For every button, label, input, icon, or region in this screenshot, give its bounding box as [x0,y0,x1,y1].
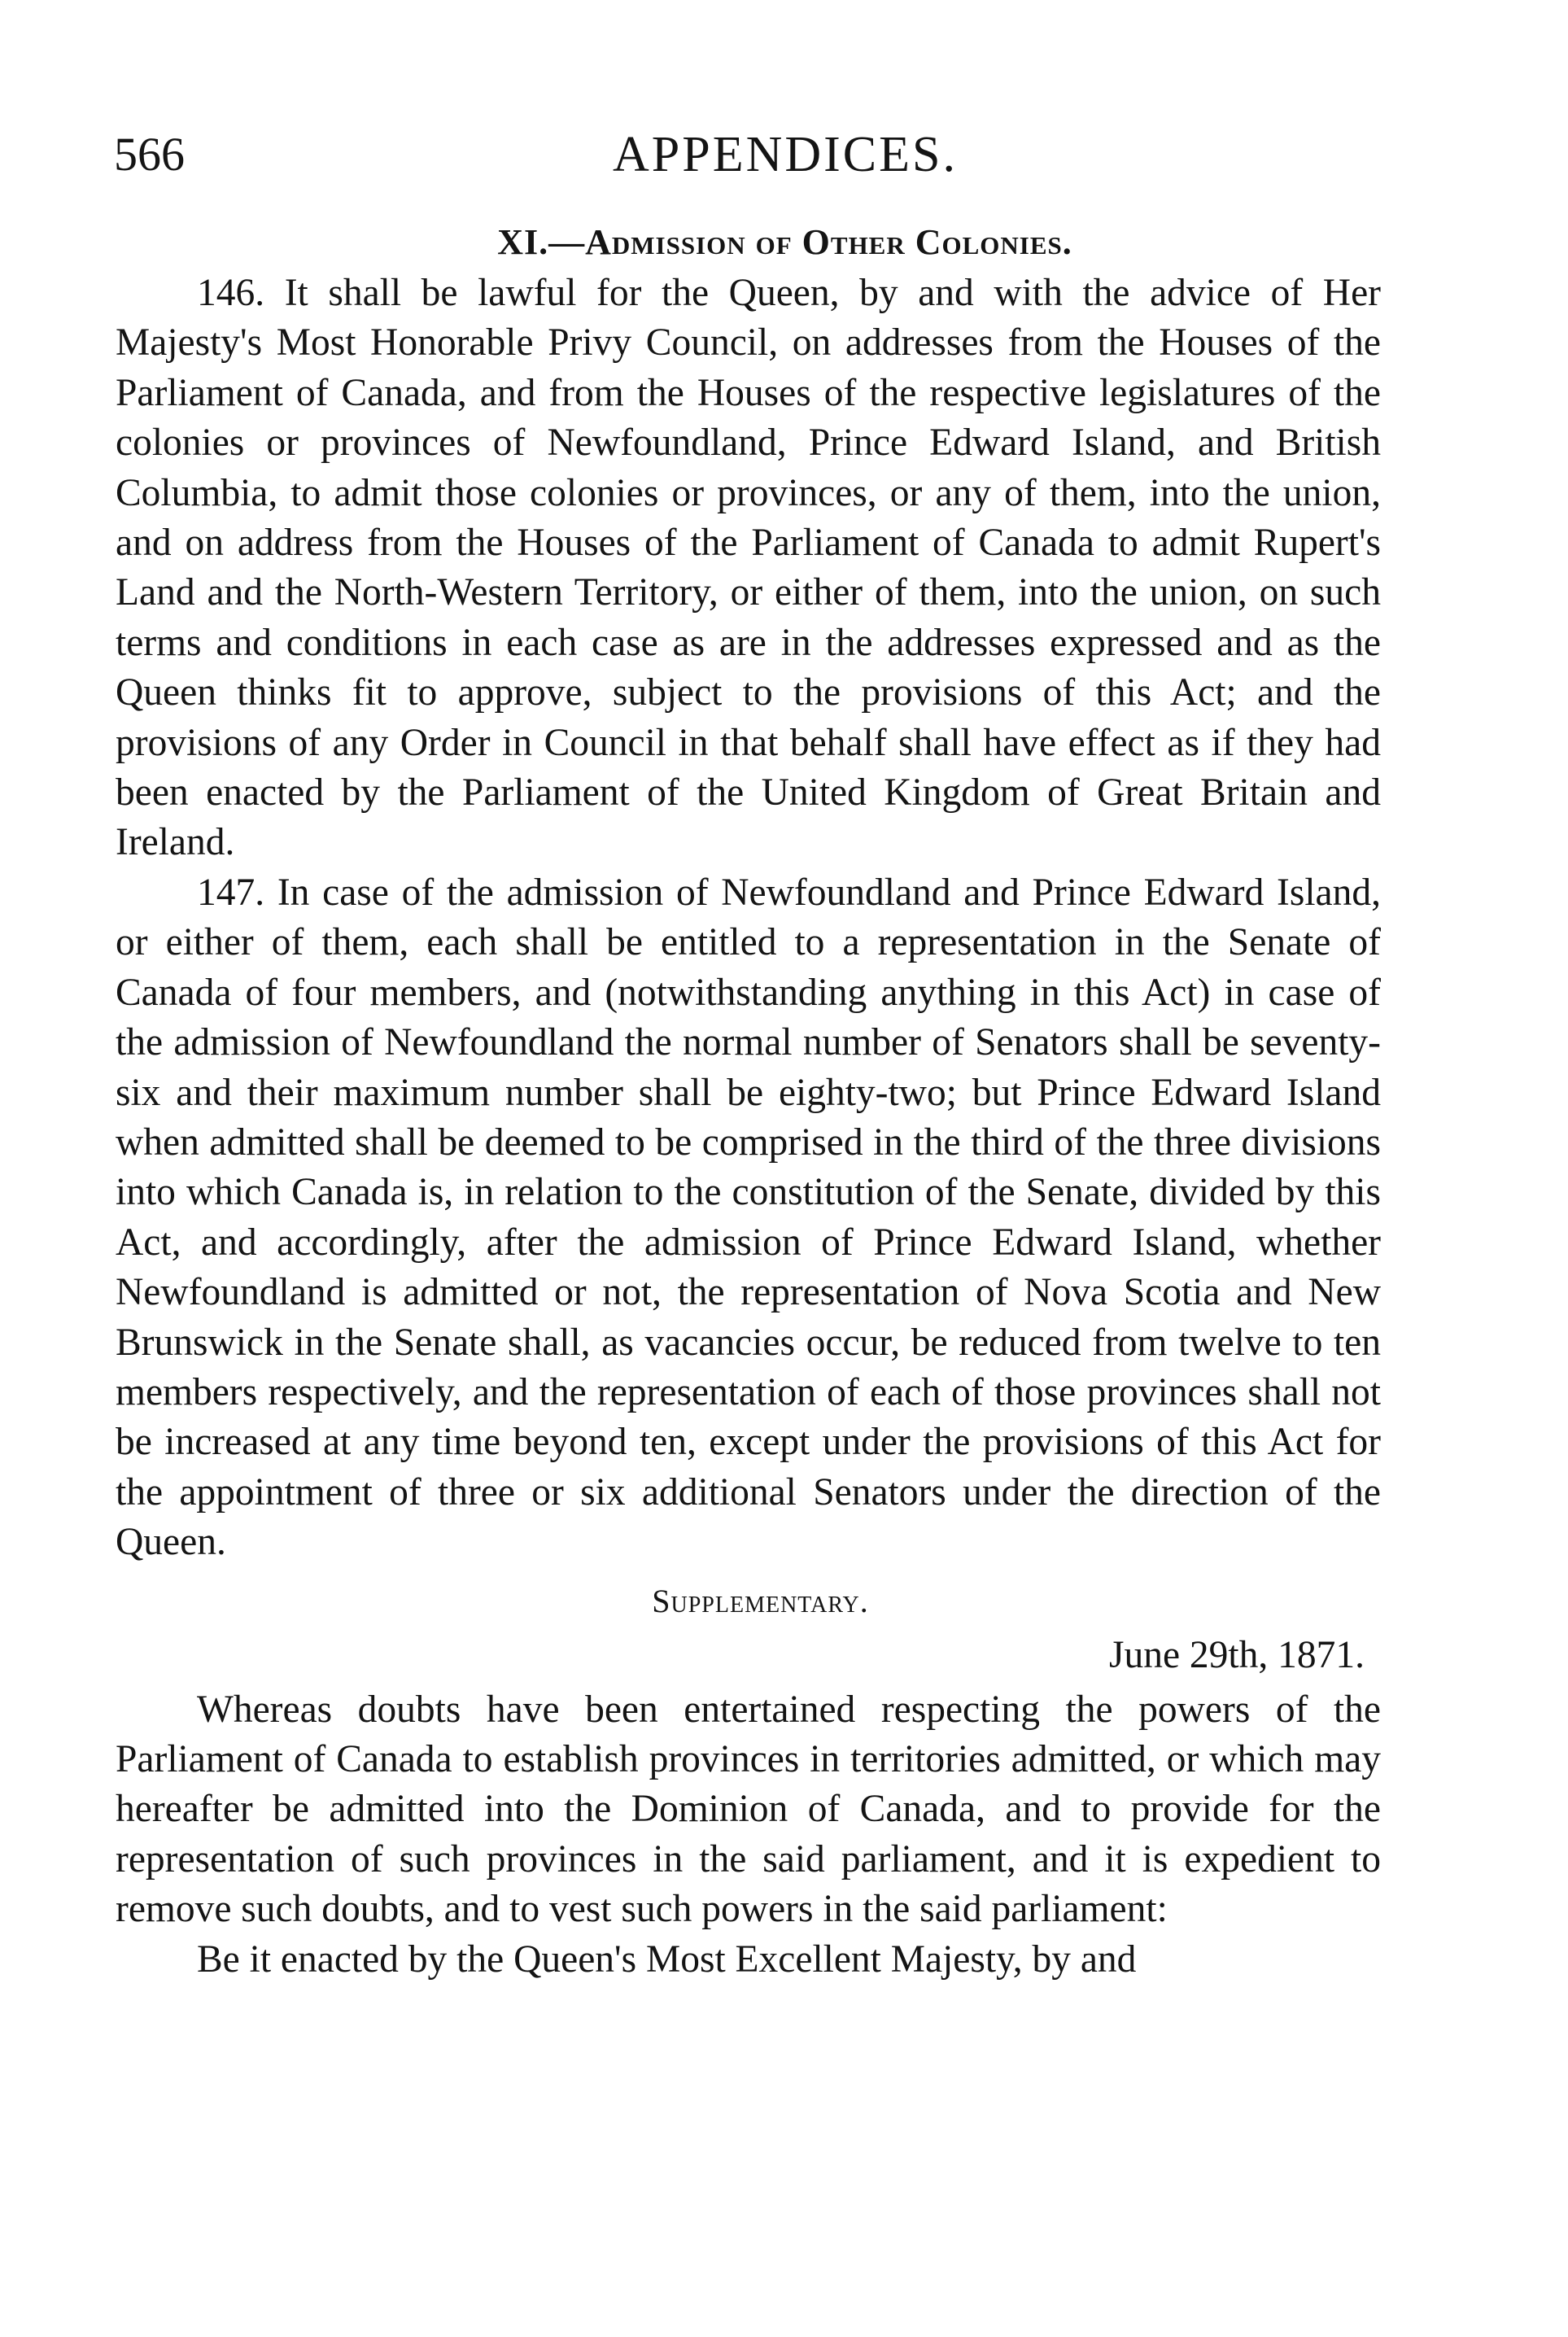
text-block [116,218,1381,1985]
date-line: June 29th, 1871. [1108,1633,1365,1676]
section-146-paragraph: 146. It shall be lawful for the Queen, by and with the advice of Her Majesty's Most Honorable Privy Council, on addresses from the Houses of the Parliament of Canada, and from the Houses of the respective legislatures of the colonies or provinces of Newfoundland, Prince Edward Island, and British Columbia, to admit those colonies or provinces, or any of them, into the union, and on address from the Houses of the Parliament of Canada to admit Rupert's Land and the North-Western Territory, or either of them, into the union, on such terms and conditions in each case as are in the addresses expressed and as the Queen thinks fit to approve, subject to the provisions of this Act; and the provisions of any Order in Council in that behalf shall have effect as if they had been enacted by the Parliament of the United Kingdom of Great Britain and Ireland. [116,272,1381,864]
enacting-clause: Be it enacted by the Queen's Most Excellent Majesty, by and [197,1937,1137,1981]
whereas-paragraph: Whereas doubts have been entertained respecting the powers of the Parliament of Canada to establish provinces in territories admitted, or which may hereafter be admitted into the Dominion of Canada, and to provide for the representation of such provinces in the said parliament, and it is expedient to remove such doubts, and to vest such powers in the said parliament: [116,1688,1381,1931]
section-147-paragraph: 147. In case of the admission of Newfoundland and Prince Edward Island, or either of them, each shall be entitled to a representation in the Senate of Canada of four members, and (notwithstanding anything in this Act) in case of the admission of Newfoundland the normal number of Senators shall be seventy-six and their maximum number shall be eighty-two; but Prince Edward Island when admitted shall be deemed to be comprised in the third of the three divisions into which Canada is, in relation to the constitution of the Senate, divided by this Act, and accordingly, after the admission of Prince Edward Island, whether Newfoundland is admitted or not, the representation of Nova Scotia and New Brunswick in the Senate shall, as vacancies occur, be reduced from twelve to ten members respectively, and the representation of each of those provinces shall not be increased at any time beyond ten, except under the provisions of this Act for the appointment of three or six additional Senators under the direction of the Queen. [116,871,1381,1564]
supplementary-heading: Supplementary. [652,1582,869,1619]
running-head [114,122,1400,187]
running-title: APPENDICES. [612,127,958,182]
page-number: 566 [114,128,185,181]
section-heading: XI.—Admission of Other Colonies. [497,222,1072,262]
